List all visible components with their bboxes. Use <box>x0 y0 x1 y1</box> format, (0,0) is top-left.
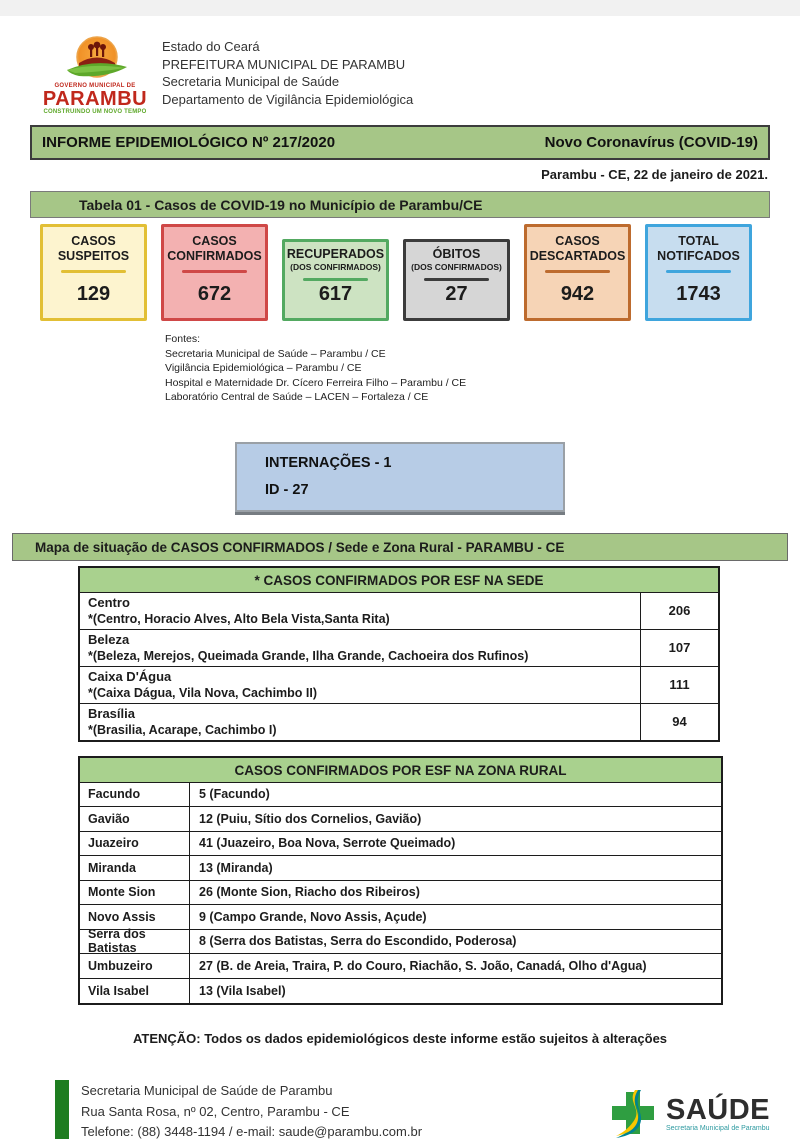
source-item: Laboratório Central de Saúde – LACEN – Fortaleza / CE <box>165 391 429 403</box>
esf-name: Juazeiro <box>80 832 190 856</box>
stat-sublabel: (DOS CONFIRMADOS) <box>411 262 502 272</box>
stat-divider <box>303 278 368 281</box>
footer-contact-lines <box>81 1080 422 1139</box>
document-header <box>40 36 770 115</box>
rural-table-header: CASOS CONFIRMADOS POR ESF NA ZONA RURAL <box>80 758 721 783</box>
esf-name: Umbuzeiro <box>80 954 190 978</box>
zona-rural-table <box>78 756 723 1006</box>
sources-block <box>165 332 800 405</box>
esf-name: Vila Isabel <box>80 979 190 1004</box>
sede-row-main <box>80 704 640 740</box>
saude-logo <box>606 1086 770 1139</box>
esf-name: Serra dos Batistas <box>80 930 190 954</box>
id-count: ID - 27 <box>265 481 309 498</box>
header-institution-lines <box>162 36 413 115</box>
attention-note: ATENÇÃO: Todos os dados epidemiológicos deste informe estão sujeitos à alterações <box>132 1031 668 1046</box>
esf-detail: 27 (B. de Areia, Traira, P. do Couro, Riachão, S. João, Canadá, Olho d'Agua) <box>199 958 647 973</box>
esf-detail: 9 (Campo Grande, Novo Assis, Açude) <box>199 909 427 924</box>
table-row <box>80 979 721 1004</box>
esf-detail: 13 (Miranda) <box>199 860 273 875</box>
table-row <box>80 667 718 704</box>
stat-recuperados <box>282 239 389 321</box>
esf-detail: *(Caixa Dágua, Vila Nova, Cachimbo II) <box>88 685 318 700</box>
stat-label: TOTAL NOTIFCADOS <box>657 234 740 263</box>
stat-value: 672 <box>197 283 232 305</box>
esf-detail: 5 (Facundo) <box>199 787 270 802</box>
esf-name: Caixa D'Água <box>88 668 172 684</box>
saude-cross-icon <box>606 1086 662 1139</box>
stat-divider <box>545 270 610 273</box>
stat-label: CASOS CONFIRMADOS <box>167 234 262 263</box>
sede-table <box>78 566 720 742</box>
parambu-emblem-icon <box>45 36 145 82</box>
table-row <box>80 954 721 979</box>
header-line-departamento: Departamento de Vigilância Epidemiológica <box>162 91 414 107</box>
esf-name: Miranda <box>80 856 190 880</box>
header-line-state: Estado do Ceará <box>162 39 260 54</box>
esf-detail: 8 (Serra dos Batistas, Serra do Escondido, Poderosa) <box>199 934 517 949</box>
internacoes-box <box>235 442 565 512</box>
stat-casos-descartados <box>524 224 631 321</box>
footer-line-address: Rua Santa Rosa, nº 02, Centro, Parambu - CE <box>81 1103 350 1119</box>
esf-value: 206 <box>640 593 718 629</box>
parambu-logo <box>40 36 150 115</box>
footer-line-phone-email: Telefone: (88) 3448-1194 / e-mail: saude@parambu.com.br <box>81 1124 423 1139</box>
sources-title: Fontes: <box>165 333 201 345</box>
table-row <box>80 927 721 956</box>
sede-row-main <box>80 630 640 666</box>
internacoes-count: INTERNAÇÕES - 1 <box>265 454 392 471</box>
stat-label: CASOS DESCARTADOS <box>529 234 626 263</box>
table-row <box>80 807 721 832</box>
covid-stat-boxes <box>40 223 760 321</box>
date-line: Parambu - CE, 22 de janeiro de 2021. <box>541 167 768 182</box>
page-top-strip <box>0 0 800 16</box>
stat-divider <box>666 270 731 273</box>
logo-name-text: PARAMBU <box>42 88 148 110</box>
logo-gov-text: GOVERNO MUNICIPAL DE <box>54 83 136 89</box>
informe-subject: Novo Coronavírus (COVID-19) <box>544 134 758 151</box>
esf-value: 111 <box>640 667 718 703</box>
saude-logo-subtitle: Secretaria Municipal de Parambu <box>665 1125 770 1132</box>
esf-detail: 26 (Monte Sion, Riacho dos Ribeiros) <box>199 885 420 900</box>
mapa-situacao-bar: Mapa de situação de CASOS CONFIRMADOS / Sede e Zona Rural - PARAMBU - CE <box>12 533 788 561</box>
logo-tagline: CONSTRUINDO UM NOVO TEMPO <box>43 109 147 115</box>
stat-divider <box>424 278 489 281</box>
source-item: Vigilância Epidemiológica – Parambu / CE <box>165 362 362 374</box>
table-row <box>80 832 721 857</box>
esf-name: Beleza <box>88 631 130 647</box>
esf-detail: 41 (Juazeiro, Boa Nova, Serrote Queimado) <box>199 836 456 851</box>
header-line-secretaria: Secretaria Municipal de Saúde <box>162 74 340 89</box>
document-footer <box>55 1080 770 1139</box>
sede-row-main <box>80 593 640 629</box>
stat-value: 1743 <box>676 283 721 305</box>
esf-name: Monte Sion <box>80 881 190 905</box>
stat-label: CASOS SUSPEITOS <box>57 234 130 263</box>
esf-name: Novo Assis <box>80 905 190 929</box>
header-line-prefeitura: PREFEITURA MUNICIPAL DE PARAMBU <box>162 56 406 72</box>
saude-logo-title: SAÚDE <box>665 1094 770 1126</box>
stat-value: 617 <box>318 283 353 305</box>
stat-label: ÓBITOS <box>432 247 481 261</box>
table-row <box>80 593 718 630</box>
table-row <box>80 630 718 667</box>
esf-detail: *(Brasilia, Acarape, Cachimbo I) <box>88 722 277 737</box>
esf-value: 107 <box>640 630 718 666</box>
esf-detail: *(Centro, Horacio Alves, Alto Bela Vista,Santa Rita) <box>88 611 390 626</box>
source-item: Secretaria Municipal de Saúde – Parambu / CE <box>165 347 386 360</box>
source-item: Hospital e Maternidade Dr. Cícero Ferreira Filho – Parambu / CE <box>165 376 467 389</box>
footer-line-secretaria: Secretaria Municipal de Saúde de Parambu <box>81 1083 333 1098</box>
stat-label: RECUPERADOS <box>286 247 385 261</box>
esf-detail: 12 (Puiu, Sítio dos Cornelios, Gavião) <box>199 811 422 826</box>
saude-logo-text <box>666 1096 770 1132</box>
esf-value: 94 <box>640 704 718 740</box>
esf-name: Brasília <box>88 705 135 721</box>
table-row <box>80 783 721 808</box>
esf-detail: 13 (Vila Isabel) <box>199 983 286 998</box>
esf-name: Centro <box>88 594 130 610</box>
sede-table-header: * CASOS CONFIRMADOS POR ESF NA SEDE <box>80 568 718 593</box>
stat-casos-suspeitos <box>40 224 147 321</box>
stat-total-notificados <box>645 224 752 321</box>
stat-value: 129 <box>76 283 111 305</box>
sede-row-main <box>80 667 640 703</box>
stat-casos-confirmados <box>161 224 268 321</box>
esf-name: Facundo <box>80 783 190 807</box>
footer-green-bar <box>55 1080 69 1139</box>
informe-title-bar <box>30 125 770 160</box>
stat-obitos <box>403 239 510 321</box>
tabela01-title-bar: Tabela 01 - Casos de COVID-19 no Município de Parambu/CE <box>30 191 770 218</box>
table-row <box>80 905 721 930</box>
esf-name: Gavião <box>80 807 190 831</box>
stat-divider <box>182 270 247 273</box>
table-row <box>80 881 721 906</box>
stat-value: 27 <box>445 283 468 305</box>
informe-number: INFORME EPIDEMIOLÓGICO Nº 217/2020 <box>42 134 336 151</box>
table-row <box>80 856 721 881</box>
stat-divider <box>61 270 126 273</box>
esf-detail: *(Beleza, Merejos, Queimada Grande, Ilha Grande, Cachoeira dos Rufinos) <box>88 648 529 663</box>
stat-value: 942 <box>560 283 595 305</box>
table-row <box>80 704 718 740</box>
stat-sublabel: (DOS CONFIRMADOS) <box>290 262 381 272</box>
